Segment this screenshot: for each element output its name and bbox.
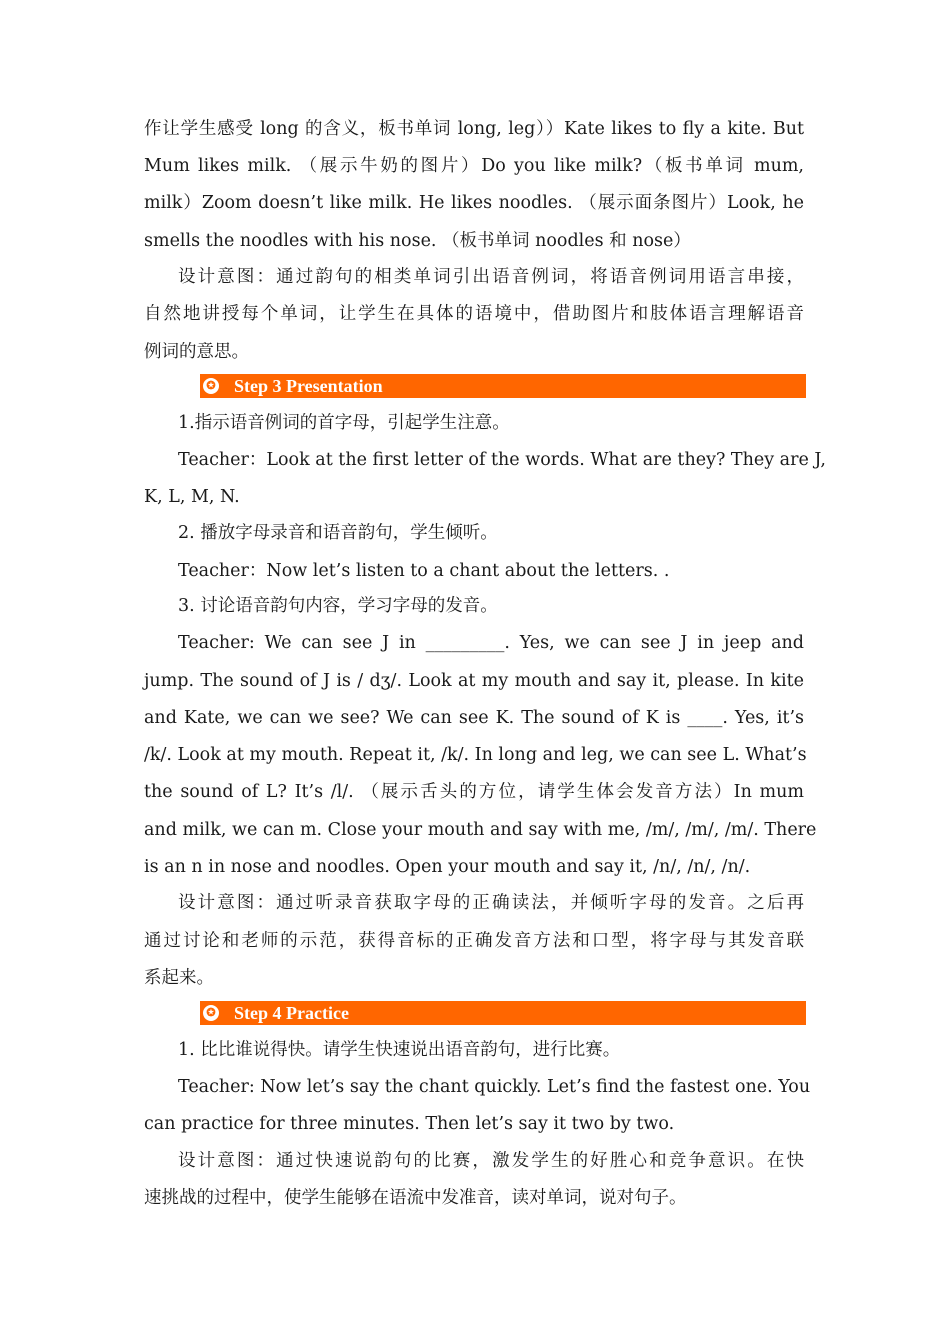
teacher-line: K, L, M, N. [144,487,240,507]
step-item-line: 1.指示语音例词的首字母，引起学生注意。 [178,413,510,433]
star-circle-icon: ✪ [203,378,219,394]
paragraph-line: 作让学生感受 long 的含义，板书单词 long, leg））Kate likes to fly a kite. But [144,119,804,139]
teacher-line: Teacher: Now let’s say the chant quickly. Let’s find the fastest one. You [178,1077,811,1097]
teacher-line: is an n in nose and noodles. Open your mouth and say it, /n/, /n/, /n/. [144,857,751,877]
star-circle-icon: ✪ [203,1005,219,1021]
paragraph-line: Mum likes milk. （展示牛奶的图片）Do you like milk?（板书单词 mum, [144,156,804,176]
design-intent-line: 系起来。 [144,968,214,988]
teacher-line: /k/. Look at my mouth. Repeat it, /k/. In long and leg, we can see L. What’s [144,745,807,765]
design-intent-line: 通过讨论和老师的示范，获得音标的正确发音方法和口型，将字母与其发音联 [144,931,804,951]
design-intent-line: 速挑战的过程中，使学生能够在语流中发准音，读对单词，说对句子。 [144,1188,687,1208]
teacher-line: and Kate, we can we see? We can see K. The sound of K is ____. Yes, it’s [144,708,804,728]
design-intent-line: 设计意图：通过快速说韵句的比赛，激发学生的好胜心和竞争意识。在快 [178,1151,804,1171]
paragraph-line: smells the noodles with his nose. （板书单词 noodles 和 nose） [144,231,691,251]
design-intent-line: 设计意图：通过韵句的相类单词引出语音例词，将语音例词用语言串接， [178,267,804,287]
step-3-heading [200,374,806,398]
design-intent-line: 例词的意思。 [144,342,249,362]
step-4-heading [200,1001,806,1025]
step-3-title: Step 3 Presentation [234,376,383,396]
design-intent-line: 设计意图：通过听录音获取字母的正确读法，并倾听字母的发音。之后再 [178,893,804,913]
step-item-line: 1. 比比谁说得快。请学生快速说出语音韵句，进行比赛。 [178,1040,621,1060]
teacher-line: Teacher：Now let’s listen to a chant about the letters. . [178,561,670,581]
teacher-line: jump. The sound of J is / dʒ/. Look at my mouth and say it, please. In kite [144,671,804,691]
teacher-line: Teacher：Look at the first letter of the words. What are they? They are J, [178,450,826,470]
paragraph-line: milk）Zoom doesn’t like milk. He likes noodles. （展示面条图片）Look, he [144,193,804,213]
design-intent-line: 自然地讲授每个单词，让学生在具体的语境中，借助图片和肢体语言理解语音 [144,304,804,324]
teacher-line: can practice for three minutes. Then let’s say it two by two. [144,1114,675,1134]
teacher-line: Teacher: We can see J in _________. Yes, we can see J in jeep and [178,633,804,653]
teacher-line: the sound of L? It’s /l/. （展示舌头的方位，请学生体会发音方法）In mum [144,782,804,802]
step-4-title: Step 4 Practice [234,1003,349,1023]
step-item-line: 2. 播放字母录音和语音韵句，学生倾听。 [178,523,498,543]
step-item-line: 3. 讨论语音韵句内容，学习字母的发音。 [178,596,498,616]
teacher-line: and milk, we can m. Close your mouth and say with me, /m/, /m/, /m/. There [144,820,817,840]
